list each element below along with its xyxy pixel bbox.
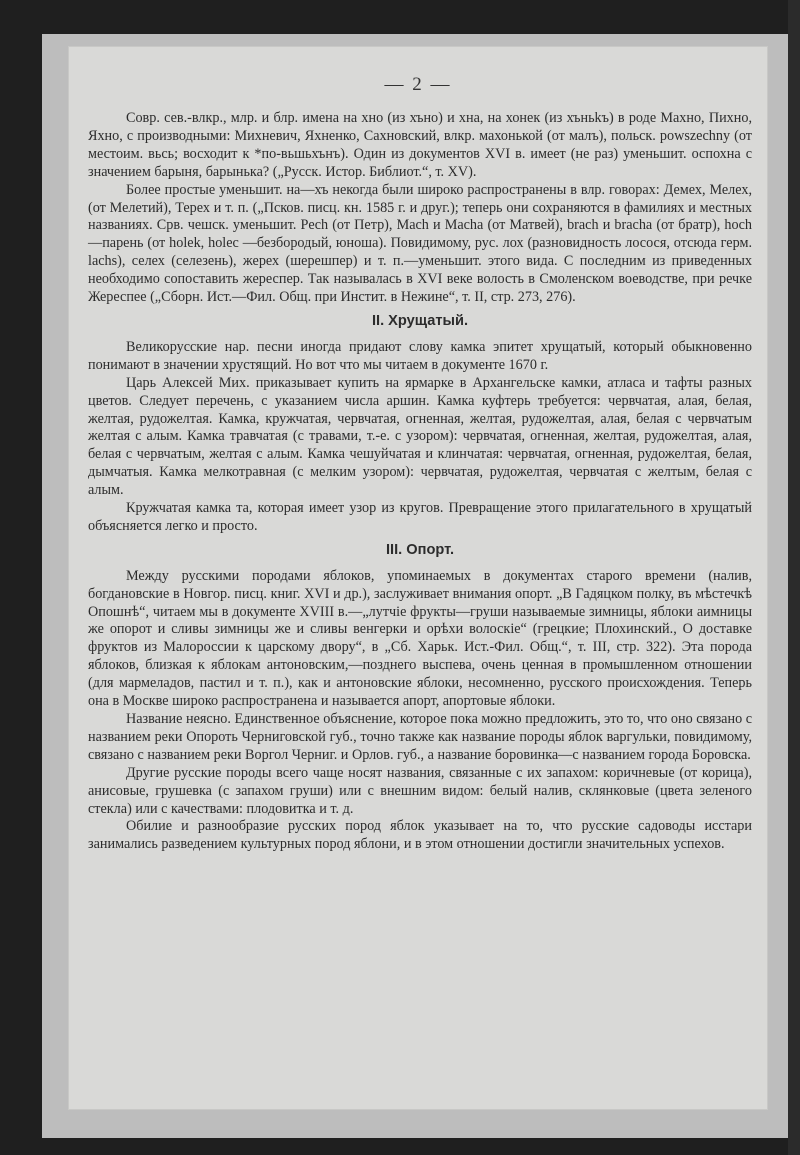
- paragraph: Обилие и разнообразие русских пород яблок указывает на то, что русские садоводы исстари занимались разведением культурных пород яблони, и в этом отношении достигли значительных успехов.: [88, 818, 752, 853]
- paragraph: Другие русские породы всего чаще носят названия, связанные с их запахом: коричневые (от корица), анисовые, грушевка (с запахом груши) или с внешним видом: белый налив, склянковые (цвета зеленого стекла) или с качествами: плодовитка и т. д.: [88, 764, 752, 817]
- paragraph: Совр. сев.-влкр., млр. и блр. имена на хно (из хъно) и хна, на хонек (из хъньkъ) в роде Махно, Пихно, Яхно, с производными: Михневич, Яхненко, Сахновский, влкр. махонькой (от малъ), польск. powszechny (от местоим. вьсь; восходит к *по-вьшьхънъ). Один из документов XVI в. имеет (не раз) уменьшит. оспохна с значением барыня, барынька? („Русск. Истор. Библиот.“, т. XV).: [88, 110, 752, 180]
- paragraph: Кружчатая камка та, которая имеет узор из кругов. Превращение этого прилагательного в хрущатый объясняется легко и просто.: [88, 500, 752, 534]
- paragraph: Царь Алексей Мих. приказывает купить на ярмарке в Архангельске камки, атласа и тафты разных цветов. Следует перечень, с указанием числа аршин. Камка куфтерь требуется: червчатая, алая, белая, желтая, рудожелтая. Камка, кружчатая, червчатая, огненная, желтая, рудожелтая, алая, белая с червчатым желтая с алым. Камка травчатая (с травами, т.-е. с узором): червчатая, огненная, желтая, рудожелтая, алая, белая с червчатым, желтая с алым. Камка чешуйчатая и клинчатая: червчатая, огненная, рудожелтая, белая, дымчатыя. Камка мелкотравная (с мелким узором): червчатая, рудожелтая, червчатая с желтым, белая с алым.: [88, 374, 752, 499]
- paragraph: Название неясно. Единственное объяснение, которое пока можно предложить, это то, что оно связано с названием реки Опороть Черниговской губ., точно также как название породы яблок варгульки, повидимому, связано с названием реки Воргол Черниг. и Орлов. губ., а название боровинка—с названием города Боровска.: [88, 711, 753, 763]
- paragraph: Между русскими породами яблоков, упоминаемых в документах старого времени (налив, богдановские в Новгор. писц. книг. XVI и др.), заслуживает внимания опорт. „В Гадяцком полку, въ мѣстечкѣ Опошнѣ“, читаем мы в документе XVIII в.—„лутчіе фрукты—груши называемые зимницы, яблоки аимницы же опорот и сливы зимницы же и сливы венгерки и орѣхи волоскіе“ (грецкие; Плохинский., О доставке фруктов из Малороссии к царскому двору“, в „Сб. Харьк. Ист.-Фил. Общ.“, т. III, стр. 322). Эта порода яблоков, близкая к яблокам антоновским,—позднего выспева, очень ценная в промышленном отношении (для мармеладов, пастил и т. п.), как и антоновские яблоки, несомненно, русского происхождения. Теперь она в Москве широко распространена и называется апорт, апортовые яблоки.: [88, 567, 752, 710]
- section-heading: II. Хрущатый.: [371, 312, 469, 329]
- paragraph: Более простые уменьшит. на—хъ некогда были широко распространены в влр. говорах: Демех, Мелех, (от Мелетий), Терех и т. п. („Псков. писц. кн. 1585 г. и друг.); теперь они сохраняются в фамилиях и местных названиях. Срв. чешск. уменьшит. Pech (от Петр), Mach и Macha (от Матвей), brach и bracha (от братр), hoch—парень (от holek, holec —безбородый, юноша). Повидимому, рус. лох (разновидность лосося, отсюда герм. lachs), селех (селезень), жерех (шерешпер) и т. п.—уменьшит. этого вида. С последним из приведенных необходимо сопоставить жереспер. Так называлась в XVI веке волость в Смоленском воеводстве, при речке Жереспее („Сборн. Ист.—Фил. Общ. при Инстит. в Нежине“, т. II, стр. 273, 276).: [88, 181, 752, 306]
- page-body: [88, 110, 752, 854]
- page-number: — 2 —: [384, 74, 452, 95]
- section-heading: III. Опорт.: [386, 541, 454, 558]
- paragraph: Великорусские нар. песни иногда придают слову камка эпитет хрущатый, который обыкновенно понимают в значении хрустящий. Но вот что мы читаем в документе 1670 г.: [88, 338, 752, 373]
- document-page: [68, 46, 768, 1110]
- book-edge: [788, 0, 800, 1155]
